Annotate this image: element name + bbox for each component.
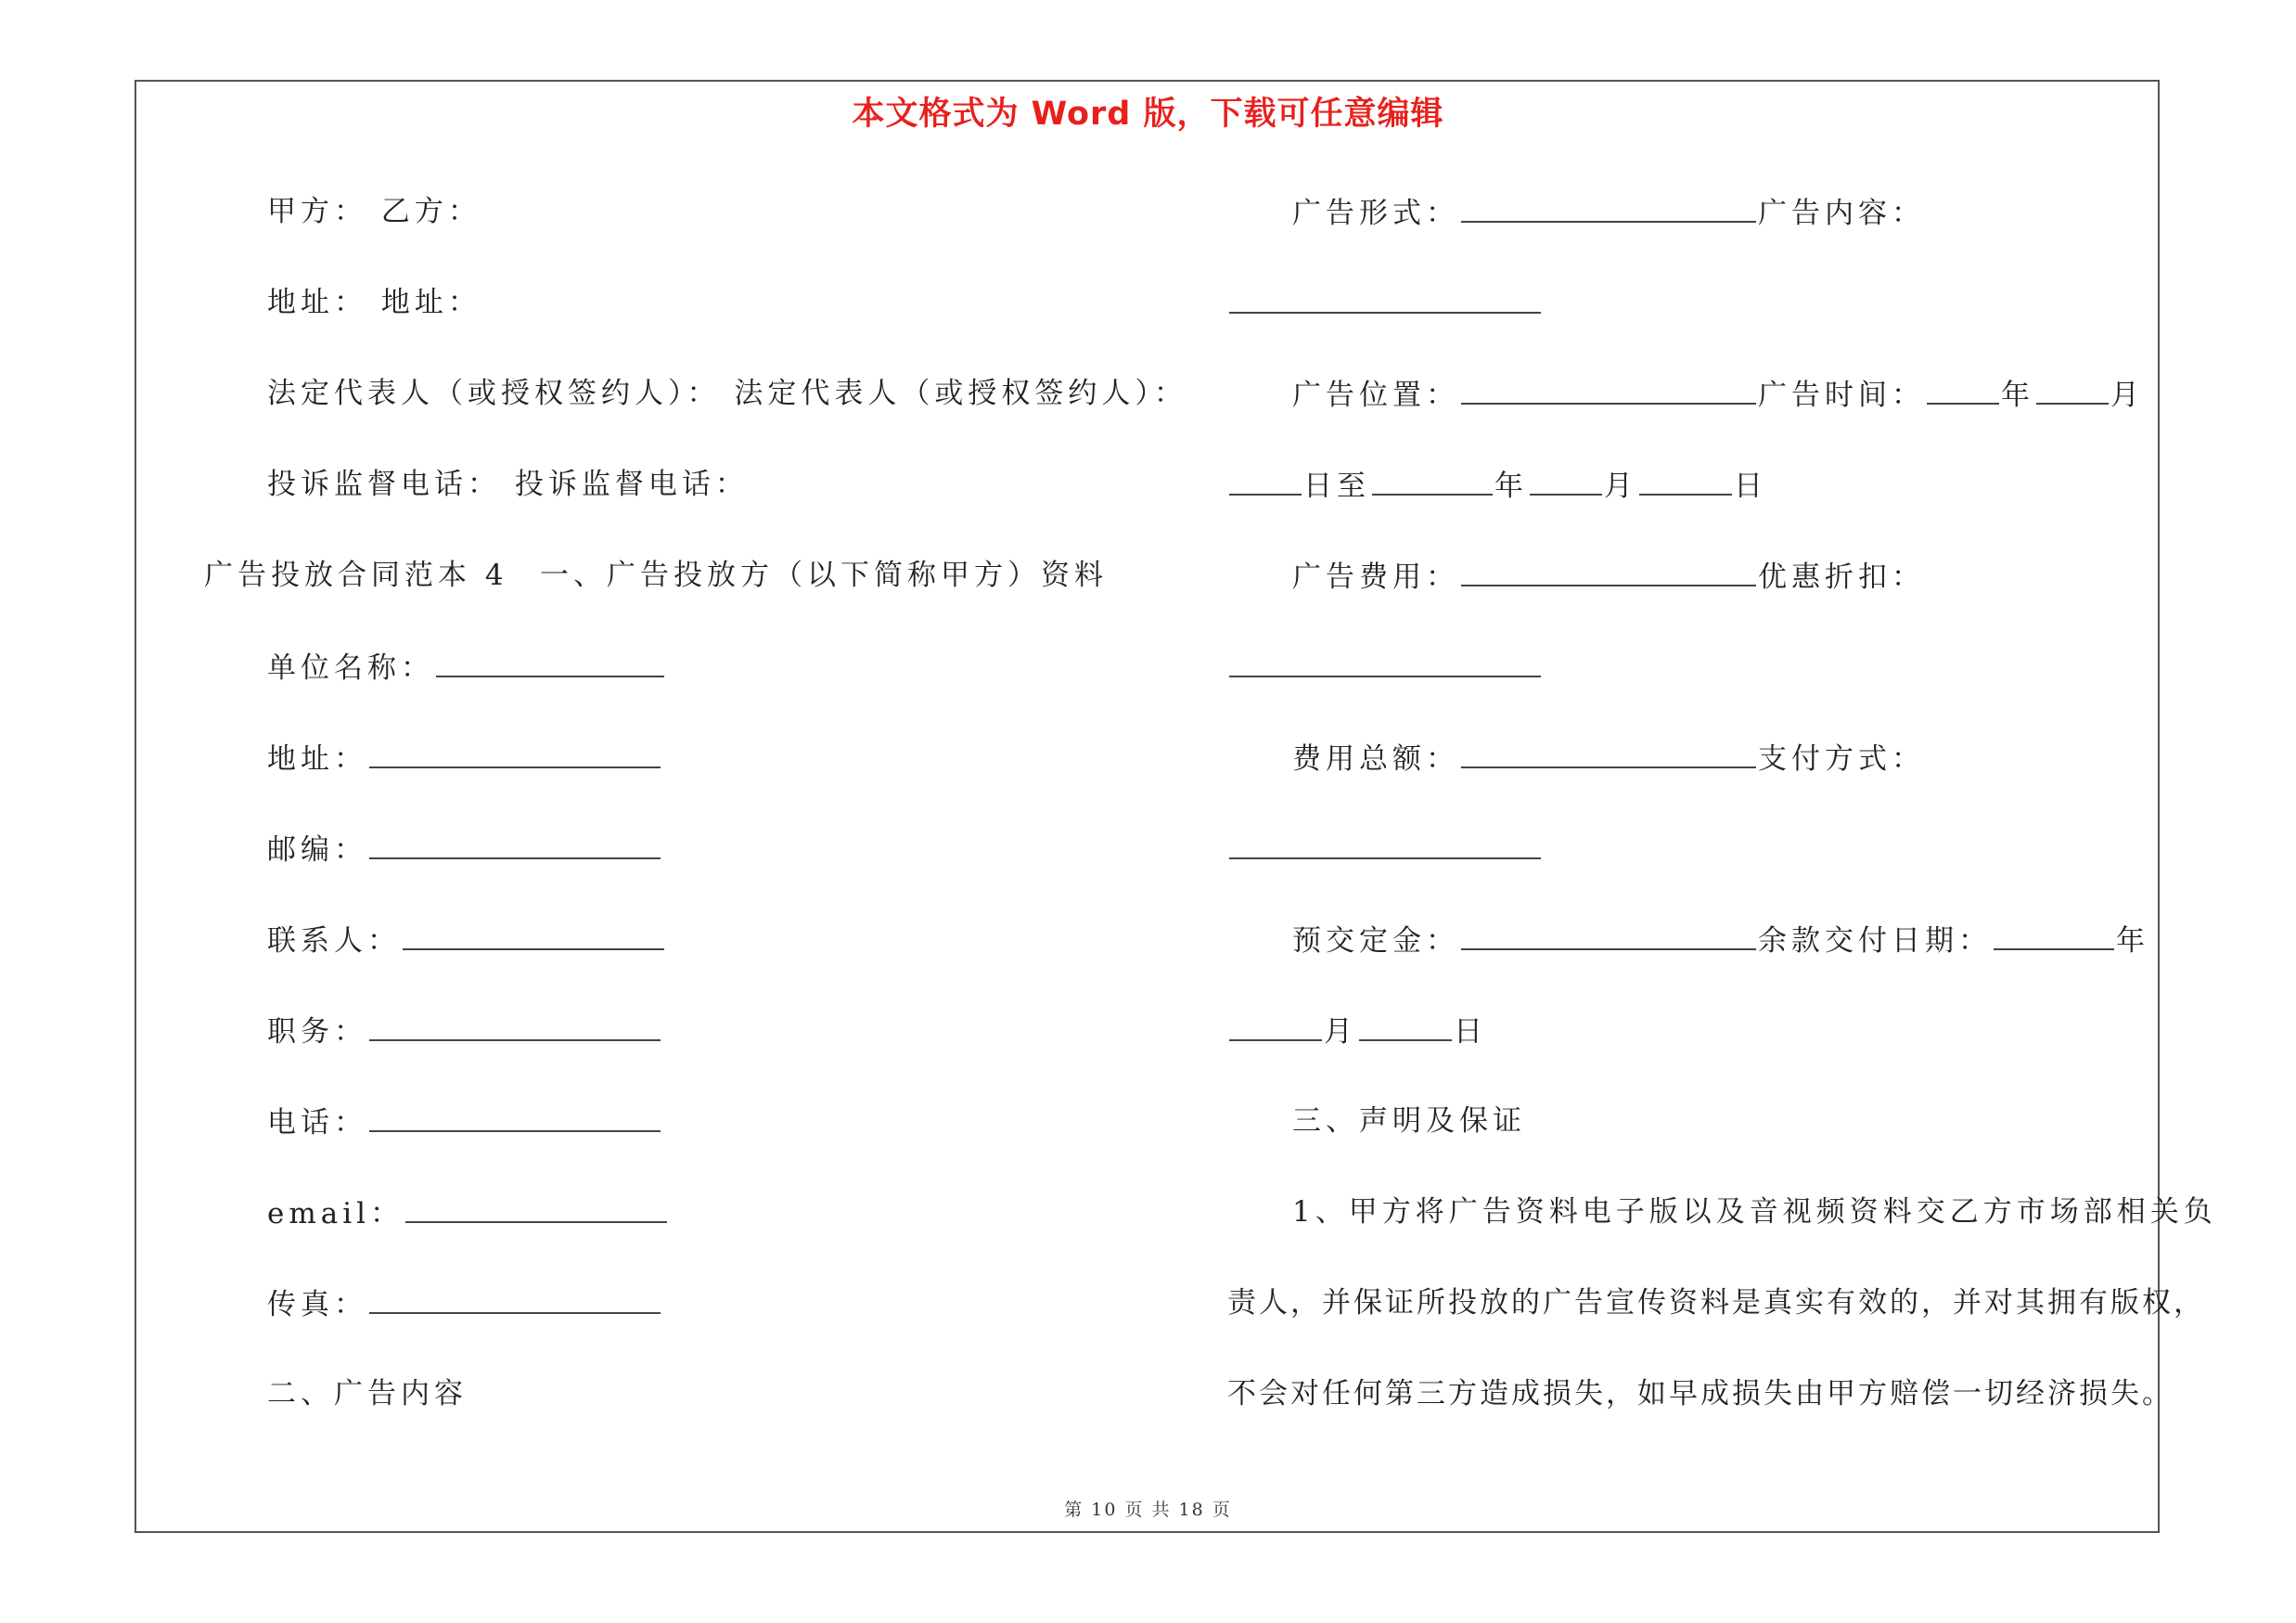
deposit-blank (1461, 921, 1756, 950)
end-year-blank (1372, 466, 1493, 496)
para1-line1: 1、甲方将广告资料电子版以及音视频资料交乙方市场部相关负 (1292, 1195, 2217, 1229)
fax-field (267, 1284, 662, 1323)
postcode-field (267, 830, 662, 869)
ad-time-year-blank (1927, 375, 1999, 405)
party-line: 甲方： 乙方： (267, 195, 481, 228)
email-field (267, 1193, 669, 1232)
tel-field (267, 1102, 662, 1141)
balance-day-label: 日 (1454, 1015, 1487, 1049)
unit-name-field (267, 648, 666, 687)
payment-label: 支付方式： (1758, 742, 1925, 776)
ad-content-blank-line (1227, 284, 1543, 323)
payment-blank-line (1227, 830, 1543, 869)
address-field (267, 739, 662, 778)
end-month-label: 月 (1604, 470, 1637, 503)
email-blank (405, 1193, 667, 1223)
tel-blank (369, 1102, 661, 1132)
postcode-label: 邮编： (267, 833, 367, 867)
address-blank (369, 739, 661, 768)
contract-title: 广告投放合同范本 4 (204, 559, 508, 592)
total-fee-blank (1461, 739, 1756, 768)
contact-field (267, 921, 666, 960)
position-field (267, 1011, 662, 1050)
balance-month-label: 月 (1324, 1015, 1357, 1049)
total-fee-line (1292, 739, 1925, 778)
balance-year-label: 年 (2116, 924, 2149, 958)
ad-location-line (1292, 375, 2144, 414)
balance-date-label: 余款交付日期： (1758, 924, 1992, 958)
discount-blank-line (1227, 648, 1543, 687)
ad-fee-blank (1461, 557, 1756, 586)
address-line: 地址： 地址： (267, 286, 481, 319)
position-blank (369, 1011, 661, 1041)
end-year-label: 年 (1494, 470, 1528, 503)
balance-month-blank (1229, 1011, 1322, 1041)
ad-fee-line (1292, 557, 1925, 596)
contact-blank (403, 921, 664, 950)
payment-blank (1229, 830, 1541, 859)
start-day-blank (1229, 466, 1302, 496)
address-label: 地址： (267, 742, 367, 776)
ad-time-month-blank (2036, 375, 2109, 405)
discount-blank (1229, 648, 1541, 677)
end-day-blank (1639, 466, 1732, 496)
representative-line: 法定代表人（或授权签约人）： 法定代表人（或授权签约人）： (267, 377, 1187, 410)
ad-fee-label: 广告费用： (1292, 560, 1459, 594)
discount-label: 优惠折扣： (1758, 560, 1925, 594)
ad-form-line (1292, 193, 1925, 232)
unit-name-label: 单位名称： (267, 651, 434, 685)
end-day-label: 日 (1734, 470, 1767, 503)
ad-form-blank (1461, 193, 1756, 223)
section2-title: 二、广告内容 (267, 1377, 468, 1410)
position-label: 职务： (267, 1015, 367, 1049)
contact-label: 联系人： (267, 924, 401, 958)
unit-name-blank (436, 648, 664, 677)
balance-year-blank (1994, 921, 2114, 950)
balance-date-line (1227, 1011, 1487, 1050)
postcode-blank (369, 830, 661, 859)
ad-period-line (1227, 466, 1767, 505)
ad-form-label: 广告形式： (1292, 197, 1459, 230)
complaint-phone-line: 投诉监督电话： 投诉监督电话： (267, 468, 749, 501)
day-to-label: 日至 (1303, 470, 1370, 503)
email-label: email： (267, 1197, 404, 1230)
ad-content-label: 广告内容： (1758, 197, 1925, 230)
ad-location-label: 广告位置： (1292, 379, 1459, 412)
ad-content-blank (1229, 284, 1541, 314)
section3-title: 三、声明及保证 (1292, 1104, 1526, 1138)
balance-day-blank (1359, 1011, 1452, 1041)
total-fee-label: 费用总额： (1292, 742, 1459, 776)
ad-time-label: 广告时间： (1758, 379, 1925, 412)
fax-blank (369, 1284, 661, 1314)
month-label: 月 (2110, 379, 2144, 412)
page-number: 第 10 页 共 18 页 (1064, 1500, 1232, 1520)
document-header: 本文格式为 Word 版，下载可任意编辑 (852, 96, 1444, 133)
para1-line2: 责人，并保证所投放的广告宣传资料是真实有效的，并对其拥有版权， (1227, 1286, 2205, 1320)
section1-title: 一、广告投放方（以下简称甲方）资料 (540, 559, 1108, 592)
end-month-blank (1530, 466, 1602, 496)
deposit-line (1292, 921, 2149, 960)
deposit-label: 预交定金： (1292, 924, 1459, 958)
ad-location-blank (1461, 375, 1756, 405)
year-label: 年 (2001, 379, 2034, 412)
tel-label: 电话： (267, 1106, 367, 1140)
fax-label: 传真： (267, 1288, 367, 1321)
para1-line3: 不会对任何第三方造成损失，如早成损失由甲方赔偿一切经济损失。 (1227, 1377, 2174, 1410)
